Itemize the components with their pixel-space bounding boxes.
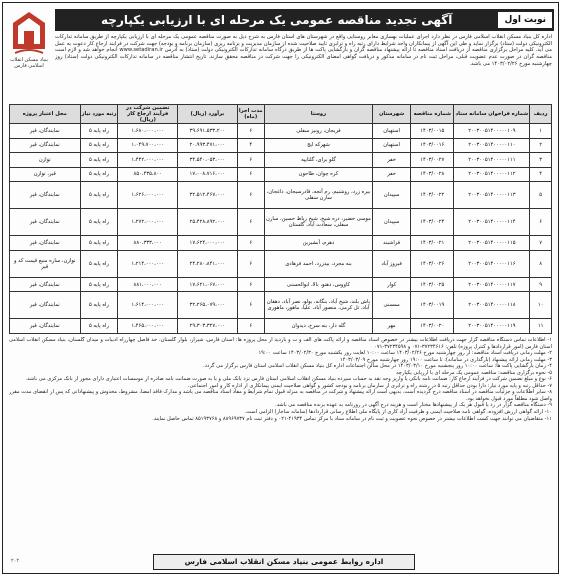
housing-foundation-logo	[9, 9, 49, 57]
table-cell: مهر	[373, 319, 411, 334]
table-cell: ۶	[237, 167, 264, 182]
term-item: ۷- حداقل رتبه و پایه مورد نیاز: دارا بودن حداقل رتبه ۵ در رشته راه و ترابری از سازمان برنامه و بودجه کشور و گواهی صلاحیت ایمنی پیمانکاری از اداره کار و امور اجتماعی.	[187, 382, 552, 389]
col-header: روستا	[264, 105, 372, 124]
table-cell: راه پایه ۵	[80, 153, 118, 168]
table-cell: ۶	[237, 209, 264, 236]
term-item: ۱۰- ارائه گواهی ارزش افزوده، گواهی نامه صلاحیت ایمنی و ظرفیت آزاد کاری از پایگاه ملی اطلاع رسانی قراردادها (سامانه ساجار) الزامی است.	[244, 409, 552, 416]
table-cell: ۶	[237, 124, 264, 139]
table-cell: ۱،۲۷۲،۰۰۰،۰۰۰	[118, 209, 178, 236]
col-header: ردیف	[530, 105, 552, 124]
footer-signature: اداره روابط عمومی بنیاد مسکن انقلاب اسلامی فارس	[153, 554, 415, 570]
table-cell: بیره زرد، روشنیم، رم آنجه، قادرسیجان، داغجان، سارن سفلی	[264, 182, 372, 209]
table-cell: فریجان، رونیز سفلی	[264, 124, 372, 139]
table-body	[10, 124, 552, 334]
table-cell: قیر، توازن	[10, 167, 81, 182]
table-cell: نمایندگان، قیر	[10, 124, 81, 139]
table-header-row	[10, 105, 552, 124]
table-cell: ۴	[237, 138, 264, 153]
page-title: آگهی تجدید مناقصه عمومی یک مرحله ای با ارزیابی یکپارچه	[101, 13, 453, 27]
table-cell: راه پایه ۵	[80, 124, 118, 139]
table-cell: شهرکه ایج	[264, 138, 372, 153]
table-cell: ۶	[237, 277, 264, 292]
col-header: شهرستان	[373, 105, 411, 124]
table-cell: استهبان	[373, 138, 411, 153]
table-cell: نمایندگان، قیر	[10, 138, 81, 153]
table-cell: ۲۰۰۳۰۰۵۱۴۰۰۰۰۰۱۱۶	[454, 250, 530, 277]
table-cell: ۱۰	[530, 292, 552, 319]
table-cell: ۲۰۰۳۰۰۵۱۴۰۰۰۰۰۱۱۰	[454, 138, 530, 153]
table-cell: ۳	[530, 153, 552, 168]
projects-table-container	[9, 104, 552, 334]
table-cell: راه پایه ۵	[80, 292, 118, 319]
table-cell: توازن	[10, 153, 81, 168]
table-cell: ۳۲،۵۱۲،۴۶۷،۰۰۰	[178, 182, 238, 209]
table-cell: ۱۴۰۳/۰۰۲۵	[411, 277, 454, 292]
table-cell: ۱۴۰۳/۰۰۲۲	[411, 182, 454, 209]
table-cell: ۲۰۰۳۰۰۵۱۴۰۰۰۰۰۱۱۵	[454, 236, 530, 251]
table-row	[10, 292, 552, 319]
term-item: ۹- دستگاه مناقصه گزار در رد یا قبول هر یک از پیشنهادها مختار است و هزینه درج آگهی در روزنامه به عهده برنده مناقصه می باشد.	[275, 402, 552, 409]
table-row	[10, 182, 552, 209]
term-item: ۶- نوع و مبلغ تضمین شرکت در فرآیند ارجاع کار: ضمانت نامه بانکی یا واریز وجه نقد به حساب سپرده بنیاد مسکن انقلاب اسلامی استان فارس نزد بانک ملی و یا به صورت ضمانت نامه صادره از موسسات اعتباری دارای مجوز از بانک مرکزی می باشد.	[25, 376, 552, 383]
table-cell: ۱۴۰۳/۰۰۱۶	[411, 138, 454, 153]
table-row	[10, 153, 552, 168]
col-header: رتبه مورد نیاز	[80, 105, 118, 124]
turn-label: نوبت اول	[498, 12, 552, 28]
table-cell: نمایندگان، قیر	[10, 182, 81, 209]
table-cell: فیروز آباد	[373, 250, 411, 277]
table-cell: راه پایه ۵	[80, 236, 118, 251]
table-cell: ۲۰۰۳۰۰۵۱۴۰۰۰۰۰۱۰۹	[454, 124, 530, 139]
table-cell: ۱۷،۶۲۴،۰۰۰،۰۰۰	[178, 236, 238, 251]
intro-paragraph: اداره کل بنیاد مسکن انقلاب اسلامی فارس در نظر دارد اجرای عملیات بهسازی معابر روستایی واقع در شهرستان های استان فارس به شرح ذیل به صورت مناقصه عمومی یک مرحله ای با ارزیابی یکپارچه از طریق سامانه تدارکات الکترونیکی دولت (ستاد) برگزار نماید و طی این آگهی از پیمانکاران واجد شرایط دارای رتبه راه و ترابری تایید صلاحیت شده از سازمان مدیریت و برنامه ریزی (سازمان برنامه و بودجه) جهت شرکت در فرایند ارجاع کار دعوت به عمل می آید. کلیه مراحل برگزاری مناقصه از دریافت اسناد مناقصه تا ارائه پیشنهاد مناقصه گران و بازگشایی پاکت ها از طریق درگاه سامانه تدارکات الکترونیکی دولت (ستاد) به آدرس www.setadiran.ir انجام خواهد شد و لازم است مناقصه گران در صورت عدم عضویت قبلی، مراحل ثبت نام در سامانه مذکور و دریافت گواهی امضای الکترونیکی را جهت شرکت در مناقصه محقق سازند. تاریخ انتشار مناقصه در سامانه تدارکات الکترونیکی دولت (ستاد) روز چهارشنبه مورخ ۱۴۰۳/۰۲/۲۶ می باشد.	[55, 34, 552, 67]
table-cell: ۶	[237, 319, 264, 334]
table-cell: نمایندگان، قیر	[10, 209, 81, 236]
table-cell: موسی خضیر، دره شیخ، شیخ رباط حسین، سارن سفلی، سعادت آباد، گلستان	[264, 209, 372, 236]
table-cell: کاووس، دهنو، بالا، ابوالحسنی	[264, 277, 372, 292]
table-cell: ۲۰۰۳۰۰۵۱۴۰۰۰۰۰۱۱۹	[454, 319, 530, 334]
table-cell: گله دار، بنه سرخ، دیدوان	[264, 319, 372, 334]
col-header: شماره فراخوان سامانه ستاد	[454, 105, 530, 124]
table-cell: ۱،۶۲۶،۰۰۰،۰۰۰	[118, 182, 178, 209]
col-header: شماره مناقصه	[411, 105, 454, 124]
table-cell: استهبان	[373, 124, 411, 139]
table-cell: ۲۹،۳۰۳،۳۲۷،۰۰۰	[178, 319, 238, 334]
table-cell: ۶	[237, 250, 264, 277]
table-cell: راه پایه ۵	[80, 182, 118, 209]
table-cell: ۱۱	[530, 319, 552, 334]
table-cell: نمایندگان، قیر	[10, 277, 81, 292]
projects-table	[9, 104, 552, 334]
table-row	[10, 250, 552, 277]
table-cell: ۲۴،۲۸۰،۸۴۱،۰۰۰	[178, 250, 238, 277]
table-cell: کوار	[373, 277, 411, 292]
table-cell: ۸	[530, 250, 552, 277]
table-cell: راه پایه ۵	[80, 209, 118, 236]
table-cell: ۱،۶۸۰،۰۰۰،۰۰۰	[118, 124, 178, 139]
table-cell: ۱۴۰۳/۰۰۲۷	[411, 153, 454, 168]
table-cell: خفر	[373, 167, 411, 182]
table-cell: ۲۰۰۳۰۰۵۱۴۰۰۰۰۰۱۱۷	[454, 277, 530, 292]
table-cell: باش بلند، شیخ آباد، بنگانه، بولو، نصر آباد، دهقان آباد، تل کرمی، منصور آباد، علیا، ماهور، ماهوری	[264, 292, 372, 319]
table-cell: ۲۰۰۳۰۰۵۱۴۰۰۰۰۰۱۱۲	[454, 167, 530, 182]
table-cell: ۵	[530, 182, 552, 209]
table-row	[10, 209, 552, 236]
table-cell: ۳۲،۲۶۵،۰۷۹،۰۰۰	[178, 292, 238, 319]
table-cell: دهرم، آبشیرین	[264, 236, 372, 251]
col-header: تضمین شرکت در فرآیند ارجاع کار (ریال)	[118, 105, 178, 124]
table-cell: راه پایه ۵	[80, 250, 118, 277]
table-cell: ۱۴۰۳/۰۰۱۵	[411, 124, 454, 139]
table-cell: ۶	[237, 182, 264, 209]
table-cell: گلو برای، گلتایپه	[264, 153, 372, 168]
table-cell: ۱۴۰۳/۰۰۲۶	[411, 250, 454, 277]
table-cell: ۱،۶۱۴،۰۰۰،۰۰۰	[118, 292, 178, 319]
term-item: ۴- زمان بازگشایی پاکت ها: ساعت ۱۰:۰۰ روز پنجشنبه مورخ ۱۴۰۳/۰۳/۱۰ در محل سالن اجتماعات اداره کل بنیاد مسکن انقلاب اسلامی استان فارس برگزار می گردد.	[203, 363, 552, 370]
terms-section	[9, 337, 552, 549]
table-cell: ۱،۰۴۹،۷۰۰،۰۰۰	[118, 138, 178, 153]
table-cell: ۲	[530, 138, 552, 153]
table-cell: خفر	[373, 153, 411, 168]
table-cell: ۴	[530, 167, 552, 182]
table-cell: ۱،۴۴۲،۰۰۰،۰۰۰	[118, 153, 178, 168]
table-cell: ۶	[237, 292, 264, 319]
table-cell: نوازن، ساره منبع قیمت کد و قیر	[10, 250, 81, 277]
col-header: محل اعتبار پروژه	[10, 105, 81, 124]
table-cell: ۲۰۰۳۰۰۵۱۴۰۰۰۰۰۱۱۱	[454, 153, 530, 168]
table-cell: ۱،۲۱۴،۰۰۰،۰۰۰	[118, 250, 178, 277]
table-cell: ۱۴۰۳/۰۰۲۸	[411, 167, 454, 182]
ad-code: ۲۰۲	[11, 558, 20, 564]
table-cell: ۱	[530, 124, 552, 139]
col-header: برآورد (ریال)	[178, 105, 238, 124]
table-cell: ممسنی	[373, 292, 411, 319]
table-cell: ۱۴۰۳/۰۰۱۹	[411, 292, 454, 319]
table-cell: نمایندگان، قیر	[10, 319, 81, 334]
term-item: ۸- سایر اطلاعات و جزئیات مناقصه در اسناد مناقصه درج گردیده است. بدیهی است ارائه پیشنهاد و شرکت در مناقصه به منزله قبول تمام شرایط و مفاد اسناد مناقصه می باشد و مدارک فاقد امضا، مشروط، مخدوش و پیشنهاداتی که پس از انقضای مدت مقرر واصل شود مطلقاً مورد قبول نخواهد بود.	[9, 389, 552, 402]
col-header: مدت اجرا (ماه)	[237, 105, 264, 124]
table-cell: ۲۰،۹۹۳،۴۷۱،۰۰۰	[178, 138, 238, 153]
table-cell: نمایندگان، قیر	[10, 236, 81, 251]
table-cell: ۶	[237, 153, 264, 168]
table-cell: راه پایه ۵	[80, 167, 118, 182]
table-cell: ۶	[237, 236, 264, 251]
table-cell: ۳۴،۵۴۰،۰۵۳،۰۰۰	[178, 153, 238, 168]
table-row	[10, 277, 552, 292]
term-item: ۲- مهلت زمانی دریافت اسناد مناقصه: از روز چهارشنبه مورخ ۱۴۰۳/۰۲/۲۶ ساعت ۱۰:۰۰ لغایت روز یکشنبه مورخ ۱۴۰۳/۰۲/۳۰ ساعت ۱۹:۰۰	[258, 350, 552, 357]
table-cell: ۱،۴۶۵،۰۰۰،۰۰۰	[118, 319, 178, 334]
term-item: ۳- مهلت زمانی ارائه پیشنهاد (بارگذاری در سامانه): تا ساعت ۱۹:۰۰ روز چهارشنبه مورخ ۱۴۰۳/۰۳/۰۹	[339, 356, 552, 363]
table-cell: ۲۰۰۳۰۰۵۱۴۰۰۰۰۰۱۱۴	[454, 209, 530, 236]
table-cell: سپیدان	[373, 209, 411, 236]
tender-notice	[2, 2, 559, 574]
table-row	[10, 124, 552, 139]
table-cell: ۱۴۰۳/۰۰۲۴	[411, 209, 454, 236]
table-cell: ۲۵،۴۲۸،۸۹۲،۰۰۰	[178, 209, 238, 236]
table-cell: بنه مجرد، بیدزرد، احمد فرهادی	[264, 250, 372, 277]
table-cell: ۹	[530, 277, 552, 292]
table-cell: فراشبند	[373, 236, 411, 251]
table-cell: ۲۰۰۳۰۰۵۱۴۰۰۰۰۰۱۱۸	[454, 292, 530, 319]
table-cell: راه پایه ۵	[80, 277, 118, 292]
table-cell: ۲۰۰۳۰۰۵۱۴۰۰۰۰۰۱۱۳	[454, 182, 530, 209]
table-row	[10, 236, 552, 251]
table-cell: ۸۵۰،۴۳۵،۸۰۰	[118, 167, 178, 182]
table-row	[10, 138, 552, 153]
table-cell: ۱۷،۰۰۸،۷۱۶،۰۰۰	[178, 167, 238, 182]
table-cell: ۱۴۰۳/۰۰۲۰	[411, 319, 454, 334]
table-cell: ۶	[530, 209, 552, 236]
table-row	[10, 319, 552, 334]
table-cell: کره چوان، طاحون	[264, 167, 372, 182]
table-cell: ۳۹،۶۹۱،۵۳۳،۲۰۰	[178, 124, 238, 139]
table-cell: ۱۷،۶۲۱،۰۶۷،۰۰۰	[178, 277, 238, 292]
term-item: ۱۱- متقاضیان می توانند جهت کسب اطلاعات بیشتر در خصوص نحوه عضویت و ثبت نام در سامانه ستاد با مرکز تماس ۴۱۹۳۴-۰۲۱ و دفتر ثبت نام ۸۸۹۶۹۷۳۷ و ۸۵۱۹۳۷۶۸ تماس حاصل نمایند.	[152, 415, 552, 422]
table-row	[10, 167, 552, 182]
term-item: ۵- نحوه برگزاری مناقصه: مناقصه عمومی یک مرحله ای با ارزیابی یکپارچه	[396, 369, 552, 376]
title-bar	[55, 9, 554, 31]
logo-caption: بنیاد مسکن انقلاب اسلامی فارس	[9, 57, 49, 69]
table-cell: سپیدان	[373, 182, 411, 209]
table-cell: نمایندگان، قیر	[10, 292, 81, 319]
table-cell: ۱۴۰۳/۰۰۲۱	[411, 236, 454, 251]
table-cell: راه پایه ۵	[80, 319, 118, 334]
table-cell: راه پایه ۵	[80, 138, 118, 153]
table-cell: ۸۸۱،۰۰۰،۰۰۰	[118, 277, 178, 292]
table-cell: ۷	[530, 236, 552, 251]
term-item: ۱- اطلاعات تماس دستگاه مناقصه گزار جهت دریافت اطلاعات بیشتر در خصوص اسناد مناقصه و ارائه پاکت های الف و ب و بازدید از محل پروژه ها: استان فارس، شیراز، بلوار گلستان، حد فاصل چهارراه ادبیات و میدان گلستان، بنیاد مسکن انقلاب اسلامی استان فارس (امور قراردادها و کنترل پروژه) تلفن: ۳۷۲۳۴۶۱۶-۰۷۱ و ۳۷۲۳۴۵۹۸-۰۷۱	[9, 337, 552, 350]
table-cell: ۸۸۰،۳۳۳،۰۰۰	[118, 236, 178, 251]
